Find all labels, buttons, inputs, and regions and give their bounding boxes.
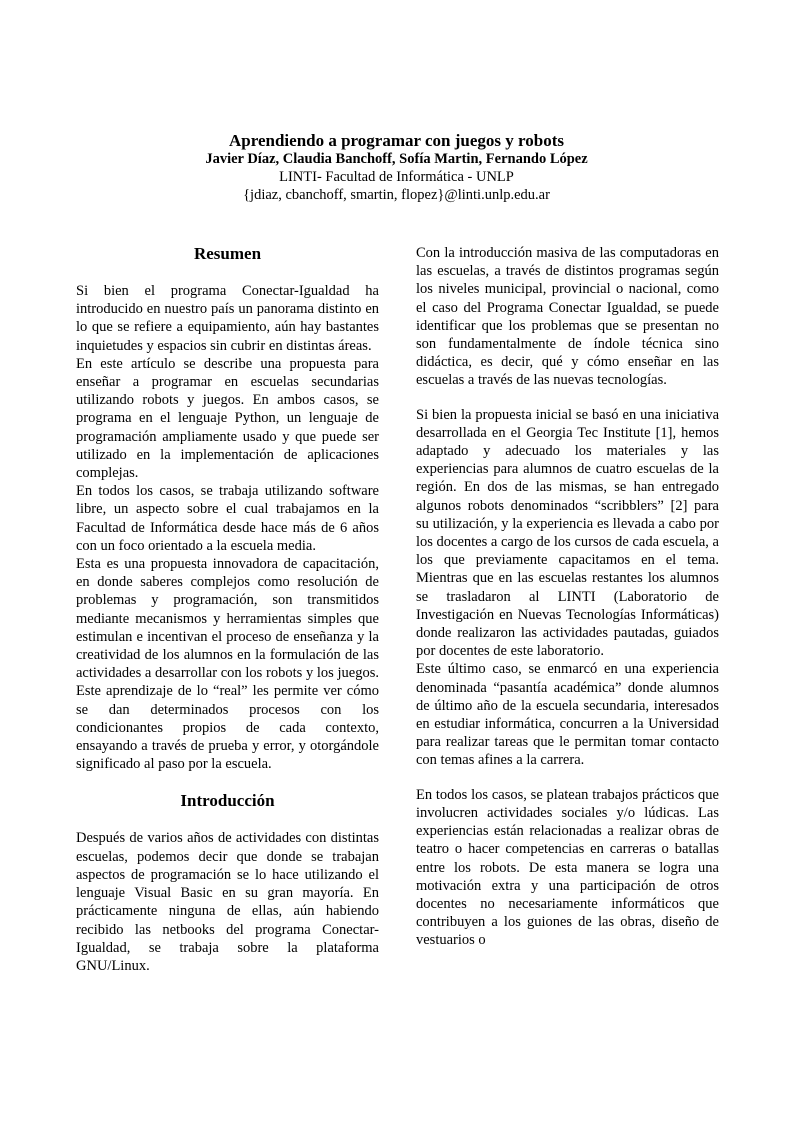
body-paragraph: Este último caso, se enmarcó en una experiencia denominada “pasantía académica” donde alumnos de último año de la escuela secundaria, interesados en estudiar informática, concurren a la Universidad para realizar tareas que le permitan tomar contacto con temas afines a la carrera. (416, 661, 719, 769)
resumen-paragraph: En este artículo se describe una propuesta para enseñar a programar en escuelas secundarias utilizando robots y juegos. En ambos casos, se programa en el lenguaje Python, un lenguaje de programación ampliamente usado y que puede ser utilizado en la implementación de aplicaciones complejas. (76, 355, 379, 482)
resumen-paragraph: Esta es una propuesta innovadora de capacitación, en donde saberes complejos como resolución de problemas y programación, son transmitidos mediante mecanismos y herramientas simples que estimulan e incentivan el proceso de enseñanza y la creatividad de los alumnos en la formulación de las actividades a desarrollar con los robots y los juegos. Este aprendizaje de lo “real” les permite ver cómo se dan determinados procesos con los condicionantes propios de cada contexto, ensayando a través de prueba y error, y otorgándole significado al paso por la escuela. (76, 556, 379, 773)
section-title-introduccion: Introducción (180, 791, 275, 811)
paper-email: {jdiaz, cbanchoff, smartin, flopez}@linti.unlp.edu.ar (243, 187, 550, 203)
right-column (416, 244, 719, 950)
paper-title: Aprendiendo a programar con juegos y robots (229, 131, 564, 150)
body-paragraph: Con la introducción masiva de las computadoras en las escuelas, a través de distintos programas según los niveles municipal, provincial o nacional, como el caso del Programa Conectar Igualdad, se puede identificar que los problemas que se presentan no son fundamentalmente de índole técnica sino didáctica, es decir, qué y cómo enseñar en las escuelas a través de las nuevas tecnologías. (416, 245, 719, 389)
section-title-resumen: Resumen (193, 244, 262, 263)
introduccion-paragraph: Después de varios años de actividades con distintas escuelas, podemos decir que donde se trabajan aspectos de programación se lo hace utilizando el lenguaje Visual Basic en su gran mayoría. En prácticamente ninguna de ellas, aún habiendo recibido las netbooks del programa Conectar-Igualdad, se trabaja sobre la plataforma GNU/Linux. (76, 830, 379, 974)
body-paragraph: Si bien la propuesta inicial se basó en una iniciativa desarrollada en el Georgia Tec Institute [1], hemos adaptado y adecuado los materiales y las experiencias para alumnos de cuatro escuelas de la región. En dos de las mismas, se han entregado algunos robots denominados “scribblers” [2] para su utilización, y la experiencia es llevada a cabo por los docentes a cargo de los cursos de cada escuela, a los que previamente capacitamos en el tema. Mientras que en las escuelas restantes los alumnos se trasladaron al LINTI (Laboratorio de Investigación en Nuevas Tecnologías Informáticas) donde realizaron las actividades pautadas, guiados por docentes de este laboratorio. (416, 406, 719, 660)
resumen-paragraph: En todos los casos, se trabaja utilizando software libre, un aspecto sobre el cual trabajamos en la Facultad de Informática desde hace más de 6 años con un foco orientado a la escuela media. (76, 483, 379, 554)
paper-affiliation: LINTI- Facultad de Informática - UNLP (279, 169, 514, 185)
paper-authors: Javier Díaz, Claudia Banchoff, Sofía Martin, Fernando López (205, 151, 588, 167)
body-paragraph: En todos los casos, se platean trabajos prácticos que involucren actividades sociales y/o lúdicas. Las experiencias están relacionadas a realizar obras de teatro o hacer competencias en carreras o batallas entre los robots. De esta manera se logra una motivación extra y una participación de otros docentes no necesariamente informáticos que contribuyen a los guiones de las obras, diseño de vestuarios o (416, 786, 719, 949)
resumen-paragraph: Si bien el programa Conectar-Igualdad ha introducido en nuestro país un panorama distinto en lo que se refiere a equipamiento, aún hay bastantes inquietudes y espacios sin cubrir en distintas áreas. (76, 283, 379, 354)
left-column (76, 244, 379, 975)
paper-header (0, 131, 793, 204)
